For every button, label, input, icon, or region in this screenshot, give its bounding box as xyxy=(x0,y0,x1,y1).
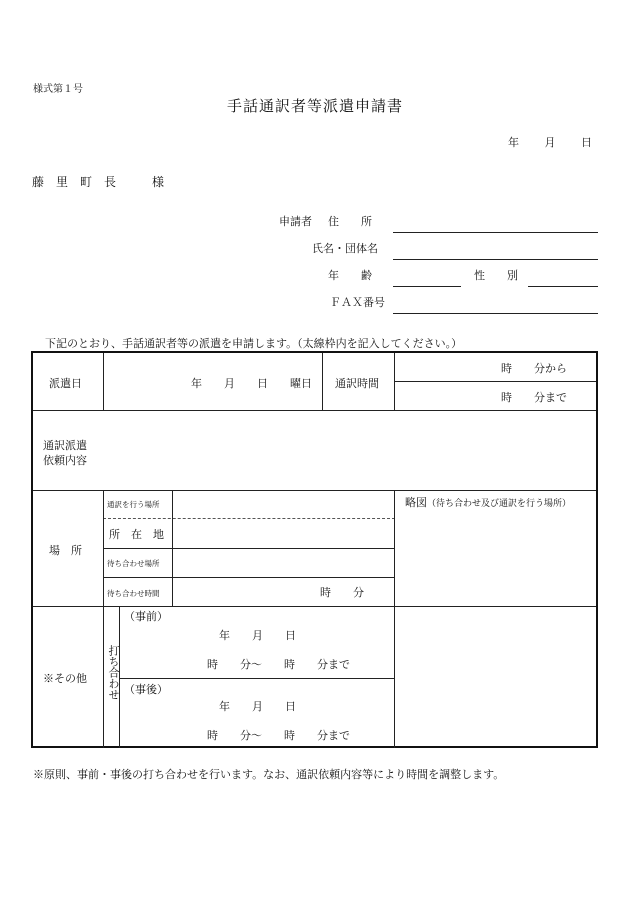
dispatch-date-label: 派遣日 xyxy=(49,377,82,390)
interp-time-label: 通訳時間 xyxy=(335,377,379,390)
location-label: 所 在 地 xyxy=(109,528,164,541)
col-divider xyxy=(103,490,104,748)
col-divider xyxy=(322,353,323,410)
map-area[interactable] xyxy=(397,513,595,745)
time-divider xyxy=(394,381,596,382)
fax-field[interactable] xyxy=(393,313,598,314)
interp-place-label: 通訳を行う場所 xyxy=(107,500,160,509)
fax-label: ＦＡＸ番号 xyxy=(330,296,385,309)
address-label: 住 所 xyxy=(328,215,372,228)
application-table xyxy=(31,351,598,748)
after-date[interactable]: 年 月 日 xyxy=(219,700,296,713)
before-time[interactable]: 時 分～ 時 分まで xyxy=(207,658,350,671)
dispatch-date-fields[interactable]: 年 月 日 曜日 xyxy=(191,377,312,390)
col-divider xyxy=(103,353,104,410)
map-label xyxy=(405,494,571,510)
place-row-divider xyxy=(103,577,395,578)
location-field[interactable] xyxy=(175,521,391,547)
col-divider xyxy=(394,353,395,410)
after-time[interactable]: 時 分～ 時 分まで xyxy=(207,729,350,742)
meeting-divider xyxy=(119,678,395,679)
age-label: 年 齢 xyxy=(328,269,372,282)
addressee: 藤 里 町 長 様 xyxy=(32,175,165,189)
time-to[interactable]: 時 分まで xyxy=(501,391,567,404)
age-field[interactable] xyxy=(393,286,461,287)
before-date[interactable]: 年 月 日 xyxy=(219,629,296,642)
name-label: 氏名・団体名 xyxy=(312,242,378,255)
place-row-divider xyxy=(103,548,395,549)
interp-place-field[interactable] xyxy=(175,493,391,517)
meeting-place-label: 待ち合わせ場所 xyxy=(107,559,160,568)
gender-label: 性 別 xyxy=(474,269,518,282)
meeting-place-field[interactable] xyxy=(175,551,391,576)
meeting-time-value[interactable]: 時 分 xyxy=(320,586,364,599)
applicant-label: 申請者 xyxy=(279,215,312,228)
before-label: （事前） xyxy=(124,610,168,623)
request-label-1: 通訳派遣 xyxy=(43,439,87,452)
meeting-vertical-label: 打ち合わせ xyxy=(107,645,120,700)
document-title: 手話通訳者等派遣申請書 xyxy=(226,97,403,115)
request-label-2: 依頼内容 xyxy=(43,454,87,467)
place-label: 場 所 xyxy=(49,544,82,557)
col-divider xyxy=(172,490,173,606)
row-divider xyxy=(33,490,596,491)
other-label: ※その他 xyxy=(43,672,87,685)
name-field[interactable] xyxy=(393,259,598,260)
form-number: 様式第１号 xyxy=(33,84,83,95)
application-date: 年 月 日 xyxy=(508,136,592,149)
address-field[interactable] xyxy=(393,232,598,233)
gender-field[interactable] xyxy=(528,286,598,287)
meeting-time-label: 待ち合わせ時間 xyxy=(107,589,160,598)
map-note: （待ち合わせ及び通訳を行う場所） xyxy=(427,499,572,509)
request-content-field[interactable] xyxy=(105,413,593,487)
intro-text: 下記のとおり、手話通訳者等の派遣を申請します。（太線枠内を記入してください。） xyxy=(45,337,463,350)
map-col-divider xyxy=(394,490,395,748)
map-title: 略図 xyxy=(405,496,427,509)
footnote: ※原則、事前・事後の打ち合わせを行います。なお、通訳依頼内容等により時間を調整します。 xyxy=(33,768,505,781)
row-divider xyxy=(33,410,596,411)
time-from[interactable]: 時 分から xyxy=(501,362,567,375)
after-label: （事後） xyxy=(124,683,168,696)
place-dash-divider xyxy=(103,518,395,519)
